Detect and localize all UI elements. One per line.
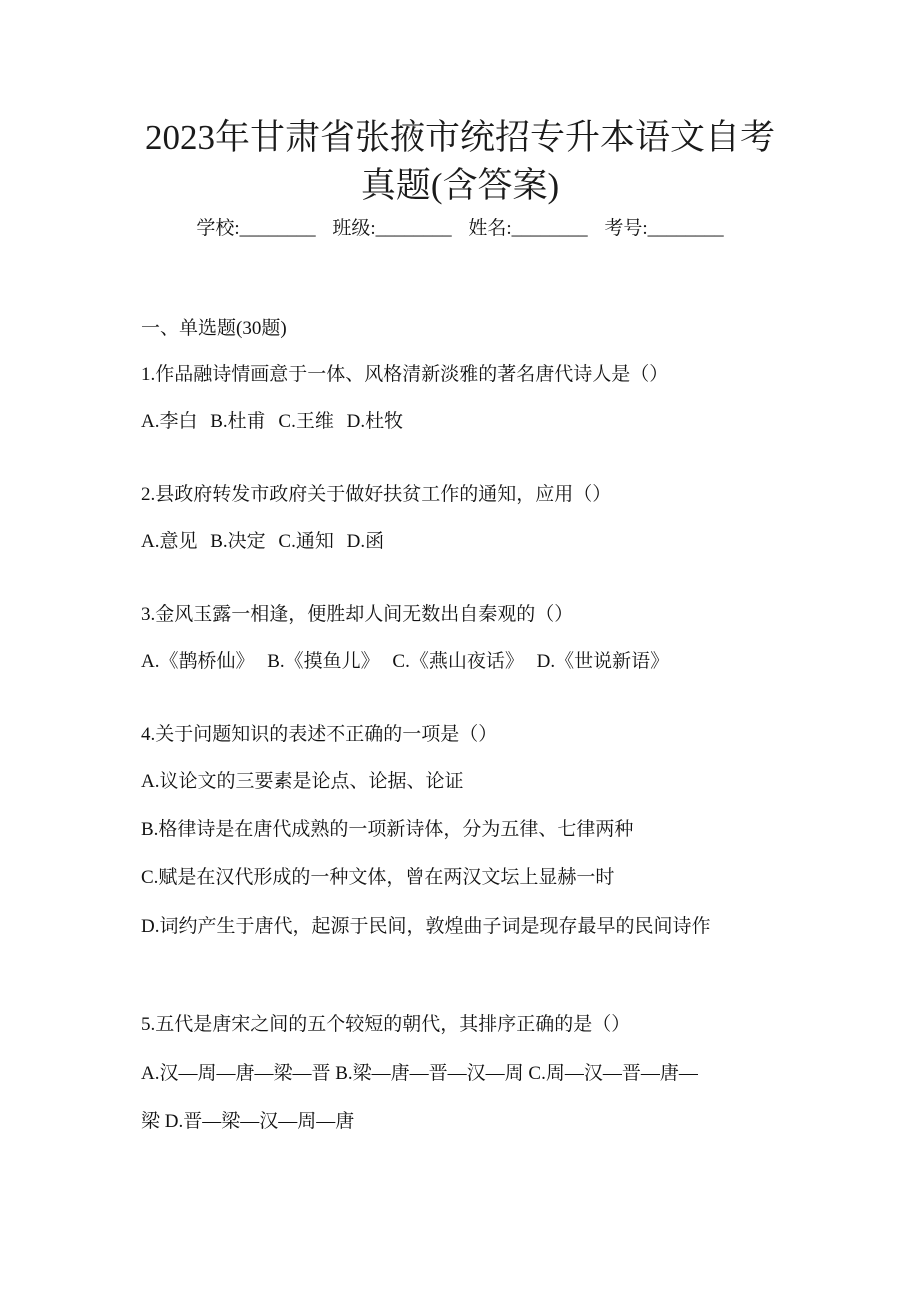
question-1-options bbox=[141, 409, 411, 435]
question-3-options bbox=[141, 649, 677, 675]
exam-number-field: 考号:________ bbox=[604, 218, 724, 239]
question-4-option-b: B.格律诗是在唐代成熟的一项新诗体，分为五律、七律两种 bbox=[141, 819, 634, 840]
document-title-line-2: 真题(含答案) bbox=[360, 166, 560, 205]
option-a: A.李白 bbox=[141, 411, 198, 432]
option-b: B.决定 bbox=[210, 531, 266, 552]
school-field: 学校:________ bbox=[196, 218, 316, 239]
student-info-fields bbox=[0, 216, 920, 242]
option-d: D.《世说新语》 bbox=[536, 651, 670, 672]
name-field: 姓名:________ bbox=[468, 218, 588, 239]
option-b: B.《摸鱼儿》 bbox=[267, 651, 380, 672]
option-a: A.《鹊桥仙》 bbox=[141, 651, 255, 672]
question-5-stem: 5.五代是唐宋之间的五个较短的朝代，其排序正确的是（） bbox=[141, 1014, 631, 1035]
question-2-stem: 2.县政府转发市政府关于做好扶贫工作的通知，应用（） bbox=[141, 484, 612, 505]
question-4-option-c: C.赋是在汉代形成的一种文体，曾在两汉文坛上显赫一时 bbox=[141, 867, 615, 888]
option-a: A.意见 bbox=[141, 531, 198, 552]
class-field: 班级:________ bbox=[332, 218, 452, 239]
option-c: C.《燕山夜话》 bbox=[392, 651, 524, 672]
question-4-stem: 4.关于问题知识的表述不正确的一项是（） bbox=[141, 724, 498, 745]
question-5-options-line-2: 梁 D.晋—梁—汉—周—唐 bbox=[141, 1111, 355, 1132]
option-c: C.通知 bbox=[278, 531, 334, 552]
question-5-options-line-1: A.汉—周—唐—梁—晋 B.梁—唐—晋—汉—周 C.周—汉—晋—唐— bbox=[141, 1063, 698, 1084]
question-4-option-d: D.词约产生于唐代，起源于民间，敦煌曲子词是现存最早的民间诗作 bbox=[141, 916, 711, 937]
question-2-options bbox=[141, 529, 392, 555]
question-4-option-a: A.议论文的三要素是论点、论据、论证 bbox=[141, 771, 464, 792]
section-heading: 一、单选题(30题) bbox=[141, 318, 287, 339]
option-d: D.函 bbox=[346, 531, 385, 552]
option-d: D.杜牧 bbox=[346, 411, 404, 432]
option-c: C.王维 bbox=[278, 411, 334, 432]
question-3-stem: 3.金风玉露一相逢，便胜却人间无数出自秦观的（） bbox=[141, 604, 574, 625]
question-1-stem: 1.作品融诗情画意于一体、风格清新淡雅的著名唐代诗人是（） bbox=[141, 364, 669, 385]
option-b: B.杜甫 bbox=[210, 411, 266, 432]
document-title-line-1: 2023年甘肃省张掖市统招专升本语文自考 bbox=[144, 118, 775, 157]
